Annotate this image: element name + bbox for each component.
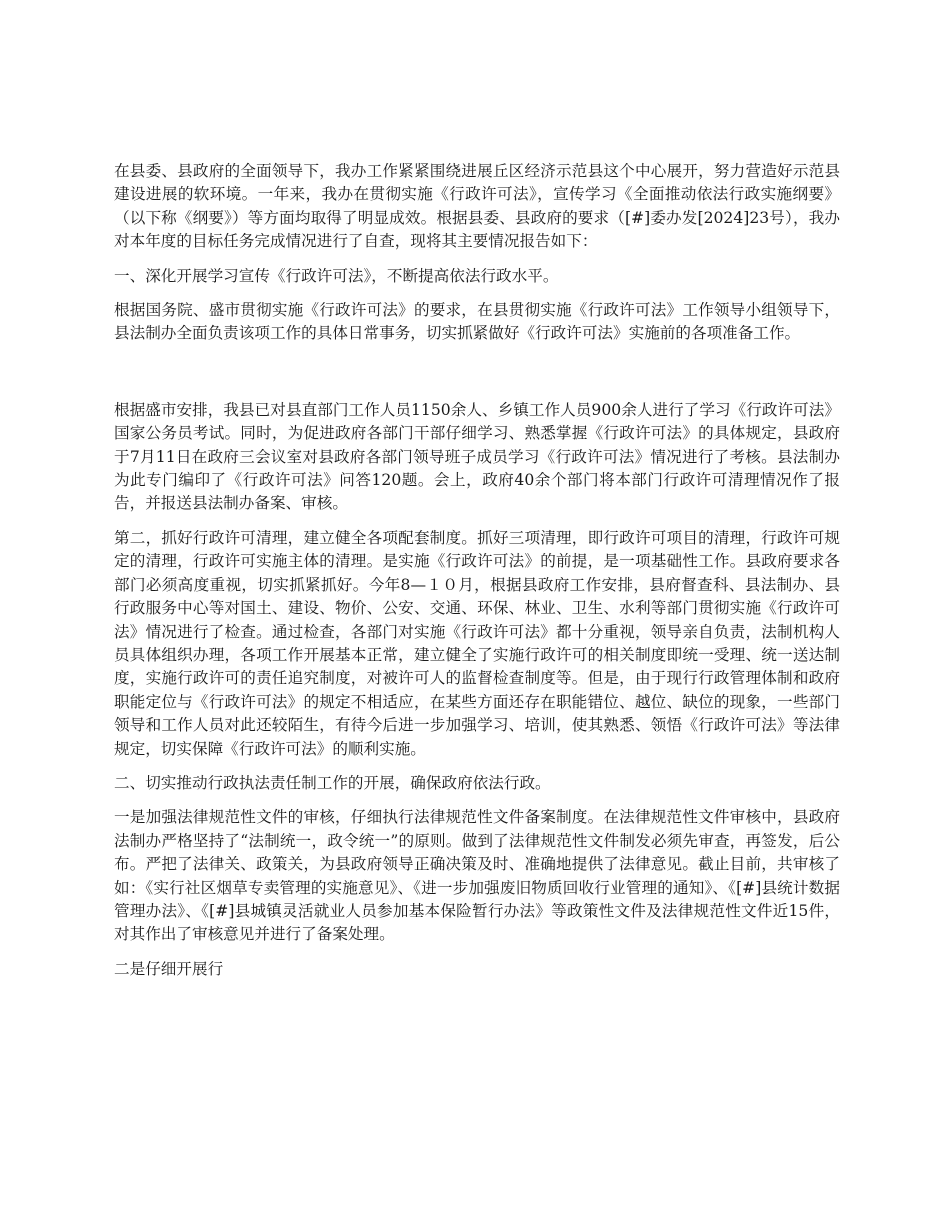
paragraph-gap: [114, 357, 840, 399]
body-paragraph: 根据国务院、盛市贯彻实施《行政许可法》的要求，在县贯彻实施《行政许可法》工作领导小组领导下，县法制办全面负责该项工作的具体日常事务，切实抓紧做好《行政许可法》实施前的各项准备工作。: [114, 301, 840, 343]
body-paragraph: 根据盛市安排，我县已对县直部门工作人员1150余人、乡镇工作人员900余人进行了学习《行政许可法》国家公务员考试。同时，为促进政府各部门干部仔细学习、熟悉掌握《行政许可法》的具体规定，县政府于7月11日在政府三会议室对县政府各部门领导班子成员学习《行政许可法》情况进行了考核。县法制办为此专门编印了《行政许可法》问答120题。会上，政府40余个部门将本部门行政许可清理情况作了报告，并报送县法制办备案、审核。: [114, 400, 840, 513]
body-paragraph: 一是加强法律规范性文件的审核，仔细执行法律规范性文件备案制度。在法律规范性文件审核中，县政府法制办严格坚持了“法制统一，政令统一”的原则。做到了法律规范性文件制发必须先审查，再签发，后公布。严把了法律关、政策关，为县政府领导正确决策及时、准确地提供了法律意见。截止目前，共审核了如：《实行社区烟草专卖管理的实施意见》、《进一步加强废旧物质回收行业管理的通知》、《[#]县统计数据管理办法》、《[#]县城镇灵活就业人员参加基本保险暂行办法》等政策性文件及法律规范性文件近15件，对其作出了审核意见并进行了备案处理。: [114, 808, 840, 944]
body-paragraph: 二是仔细开展行: [114, 959, 224, 978]
document-body: [114, 160, 840, 992]
body-paragraph: 第二，抓好行政许可清理，建立健全各项配套制度。抓好三项清理，即行政许可项目的清理，行政许可规定的清理，行政许可实施主体的清理。是实施《行政许可法》的前提，是一项基础性工作。县政府要求各部门必须高度重视，切实抓紧抓好。今年8—１０月，根据县政府工作安排，县府督查科、县法制办、县行政服务中心等对国土、建设、物价、公安、交通、环保、林业、卫生、水利等部门贯彻实施《行政许可法》情况进行了检查。通过检查，各部门对实施《行政许可法》都十分重视，领导亲自负责，法制机构人员具体组织办理，各项工作开展基本正常，建立健全了实施行政许可的相关制度即统一受理、统一送达制度，实施行政许可的责任追究制度，对被许可人的监督检查制度等。但是，由于现行行政管理体制和政府职能定位与《行政许可法》的规定不相适应，在某些方面还存在职能错位、越位、缺位的现象，一些部门领导和工作人员对此还较陌生，有待今后进一步加强学习、培训，使其熟悉、领悟《行政许可法》等法律规定，切实保障《行政许可法》的顺利实施。: [114, 528, 840, 758]
section-heading-1: 一、深化开展学习宣传《行政许可法》，不断提高依法行政水平。: [114, 266, 559, 285]
intro-paragraph: 在县委、县政府的全面领导下，我办工作紧紧围绕进展丘区经济示范县这个中心展开，努力营造好示范县建设进展的软环境。一年来，我办在贯彻实施《行政许可法》，宣传学习《全面推动依法行政实施纲要》（以下称《纲要》）等方面均取得了明显成效。根据县委、县政府的要求（[#]委办发[2024]23号），我办对本年度的目标任务完成情况进行了自查，现将其主要情况报告如下：: [114, 162, 840, 251]
section-heading-2: 二、切实推动行政执法责任制工作的开展，确保政府依法行政。: [114, 773, 551, 792]
